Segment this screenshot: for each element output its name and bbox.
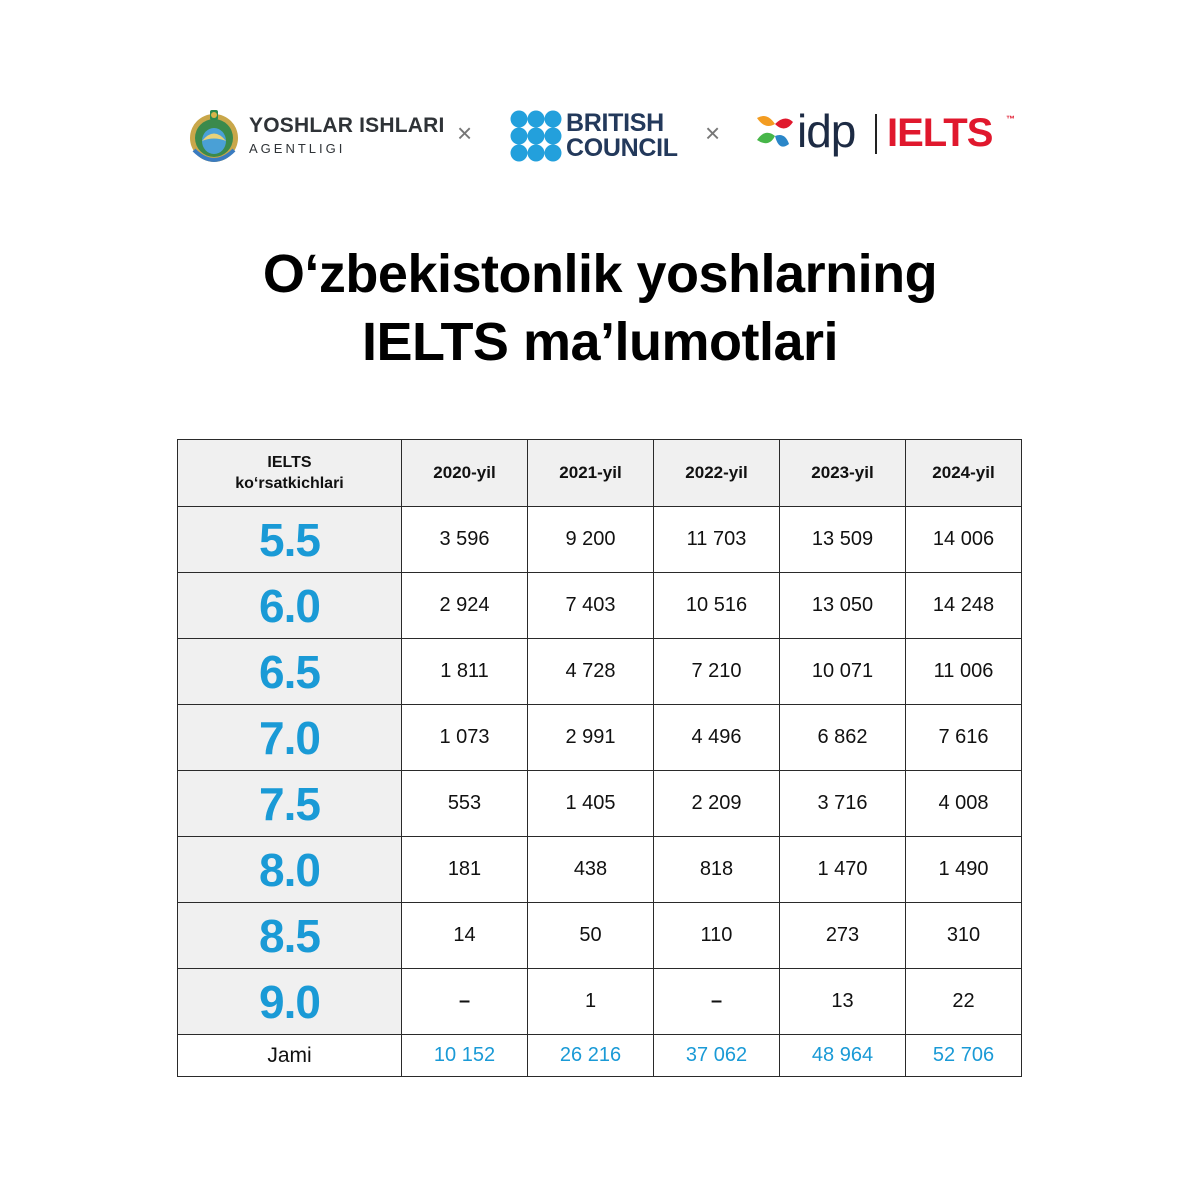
value-cell: 50 xyxy=(528,903,654,969)
page-title xyxy=(0,240,1200,376)
idp-ielts-logo xyxy=(753,104,1015,164)
value-cell: 273 xyxy=(780,903,906,969)
partner-logos xyxy=(185,100,1015,170)
times-separator: × xyxy=(457,118,473,148)
score-cell: 5.5 xyxy=(178,507,402,573)
ielts-wordmark: IELTS xyxy=(887,111,993,155)
table-row xyxy=(178,639,1022,705)
value-cell: 2 209 xyxy=(654,771,780,837)
value-cell: 10 071 xyxy=(780,639,906,705)
column-header: 2021-yil xyxy=(528,440,654,507)
title-line2: IELTS ma’lumotlari xyxy=(361,312,839,372)
column-header: 2024-yil xyxy=(906,440,1022,507)
value-cell: 13 050 xyxy=(780,573,906,639)
value-cell: 11 703 xyxy=(654,507,780,573)
score-cell: 7.0 xyxy=(178,705,402,771)
value-cell: 2 924 xyxy=(402,573,528,639)
british-council-logo xyxy=(510,108,690,164)
value-cell: 10 516 xyxy=(654,573,780,639)
value-cell: 1 073 xyxy=(402,705,528,771)
value-cell: 14 248 xyxy=(906,573,1022,639)
corner-header-line1: IELTS xyxy=(267,454,312,471)
bc-line1: BRITISH xyxy=(566,109,664,137)
table-body xyxy=(178,507,1022,1077)
value-cell: 11 006 xyxy=(906,639,1022,705)
table-row xyxy=(178,705,1022,771)
score-cell: 8.0 xyxy=(178,837,402,903)
value-cell: 7 403 xyxy=(528,573,654,639)
value-cell: 1 405 xyxy=(528,771,654,837)
table-row xyxy=(178,969,1022,1035)
score-cell: 8.5 xyxy=(178,903,402,969)
total-value-cell: 26 216 xyxy=(528,1035,654,1077)
results-table xyxy=(177,439,1022,1077)
corner-header-line2: ko‘rsatkichlari xyxy=(235,475,344,492)
value-cell: 1 xyxy=(528,969,654,1035)
value-cell: 310 xyxy=(906,903,1022,969)
value-cell: – xyxy=(402,969,528,1035)
corner-header xyxy=(178,440,402,507)
value-cell: 2 991 xyxy=(528,705,654,771)
value-cell: 22 xyxy=(906,969,1022,1035)
value-cell: 14 006 xyxy=(906,507,1022,573)
yoshlar-line2: AGENTLIGI xyxy=(249,141,346,156)
column-header: 2020-yil xyxy=(402,440,528,507)
table-row xyxy=(178,573,1022,639)
value-cell: 4 496 xyxy=(654,705,780,771)
score-cell: 9.0 xyxy=(178,969,402,1035)
total-value-cell: 10 152 xyxy=(402,1035,528,1077)
value-cell: 4 728 xyxy=(528,639,654,705)
value-cell: 14 xyxy=(402,903,528,969)
table-row xyxy=(178,771,1022,837)
value-cell: 3 596 xyxy=(402,507,528,573)
title-line1: O‘zbekistonlik yoshlarning xyxy=(262,244,938,304)
value-cell: 13 509 xyxy=(780,507,906,573)
value-cell: 1 811 xyxy=(402,639,528,705)
value-cell: 818 xyxy=(654,837,780,903)
value-cell: 181 xyxy=(402,837,528,903)
ielts-results-table xyxy=(177,439,1022,1077)
total-row xyxy=(178,1035,1022,1077)
table-row xyxy=(178,903,1022,969)
total-value-cell: 37 062 xyxy=(654,1035,780,1077)
value-cell: 3 716 xyxy=(780,771,906,837)
total-label: Jami xyxy=(178,1035,402,1077)
times-separator: × xyxy=(705,118,721,148)
column-header: 2023-yil xyxy=(780,440,906,507)
score-cell: 6.0 xyxy=(178,573,402,639)
column-header: 2022-yil xyxy=(654,440,780,507)
value-cell: 9 200 xyxy=(528,507,654,573)
value-cell: 553 xyxy=(402,771,528,837)
value-cell: 438 xyxy=(528,837,654,903)
score-cell: 6.5 xyxy=(178,639,402,705)
idp-wordmark: idp xyxy=(797,105,856,157)
yoshlar-line1: YOSHLAR ISHLARI xyxy=(249,114,445,137)
value-cell: – xyxy=(654,969,780,1035)
trademark-mark: ™ xyxy=(1006,114,1015,124)
state-emblem-icon xyxy=(188,108,240,164)
total-value-cell: 52 706 xyxy=(906,1035,1022,1077)
value-cell: 1 470 xyxy=(780,837,906,903)
value-cell: 13 xyxy=(780,969,906,1035)
value-cell: 1 490 xyxy=(906,837,1022,903)
yoshlar-ishlari-logo xyxy=(185,106,445,166)
value-cell: 110 xyxy=(654,903,780,969)
british-council-dots-icon xyxy=(510,110,562,162)
table-header-row xyxy=(178,440,1022,507)
bc-line2: COUNCIL xyxy=(566,134,678,162)
score-cell: 7.5 xyxy=(178,771,402,837)
table-row xyxy=(178,837,1022,903)
idp-leaf-icon xyxy=(753,110,797,158)
value-cell: 7 210 xyxy=(654,639,780,705)
value-cell: 4 008 xyxy=(906,771,1022,837)
value-cell: 7 616 xyxy=(906,705,1022,771)
logo-divider xyxy=(875,114,877,154)
value-cell: 6 862 xyxy=(780,705,906,771)
total-value-cell: 48 964 xyxy=(780,1035,906,1077)
table-row xyxy=(178,507,1022,573)
